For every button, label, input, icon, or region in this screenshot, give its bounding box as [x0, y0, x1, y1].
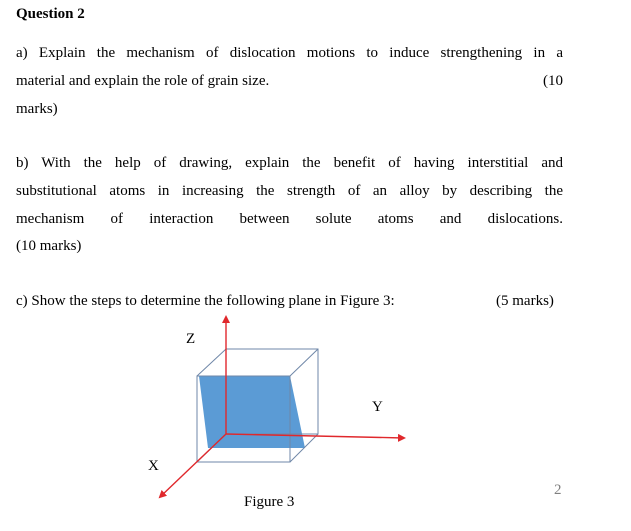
part-b-line-4: (10 marks) — [16, 238, 82, 254]
z-axis-label: Z — [186, 331, 196, 347]
part-b-line-1: b) With the help of drawing, explain the benefit of having interstitial and — [16, 155, 563, 171]
part-b-line-2: substitutional atoms in increasing the strength of an alloy by describing the — [16, 183, 563, 199]
crystal-plane — [199, 376, 305, 448]
part-a-line-3: marks) — [16, 101, 58, 117]
cube-edge — [290, 349, 318, 376]
x-axis-label: X — [148, 458, 159, 474]
part-c-text: c) Show the steps to determine the following plane in Figure 3: — [16, 293, 395, 309]
figure-caption: Figure 3 — [244, 494, 295, 510]
part-b-line-3: mechanism of interaction between solute atoms and dislocations. — [16, 211, 563, 227]
x-axis-arrow — [160, 434, 226, 497]
y-axis-label: Y — [372, 399, 383, 415]
part-a-line-1: a) Explain the mechanism of dislocation motions to induce strengthening in a — [16, 45, 563, 61]
part-c-marks: (5 marks) — [496, 293, 554, 309]
cube-edge — [197, 349, 226, 376]
part-a-marks: (10 — [543, 73, 563, 89]
page-number: 2 — [554, 482, 562, 498]
question-title: Question 2 — [16, 6, 85, 22]
part-a-line-2-text: material and explain the role of grain size. — [16, 73, 270, 89]
